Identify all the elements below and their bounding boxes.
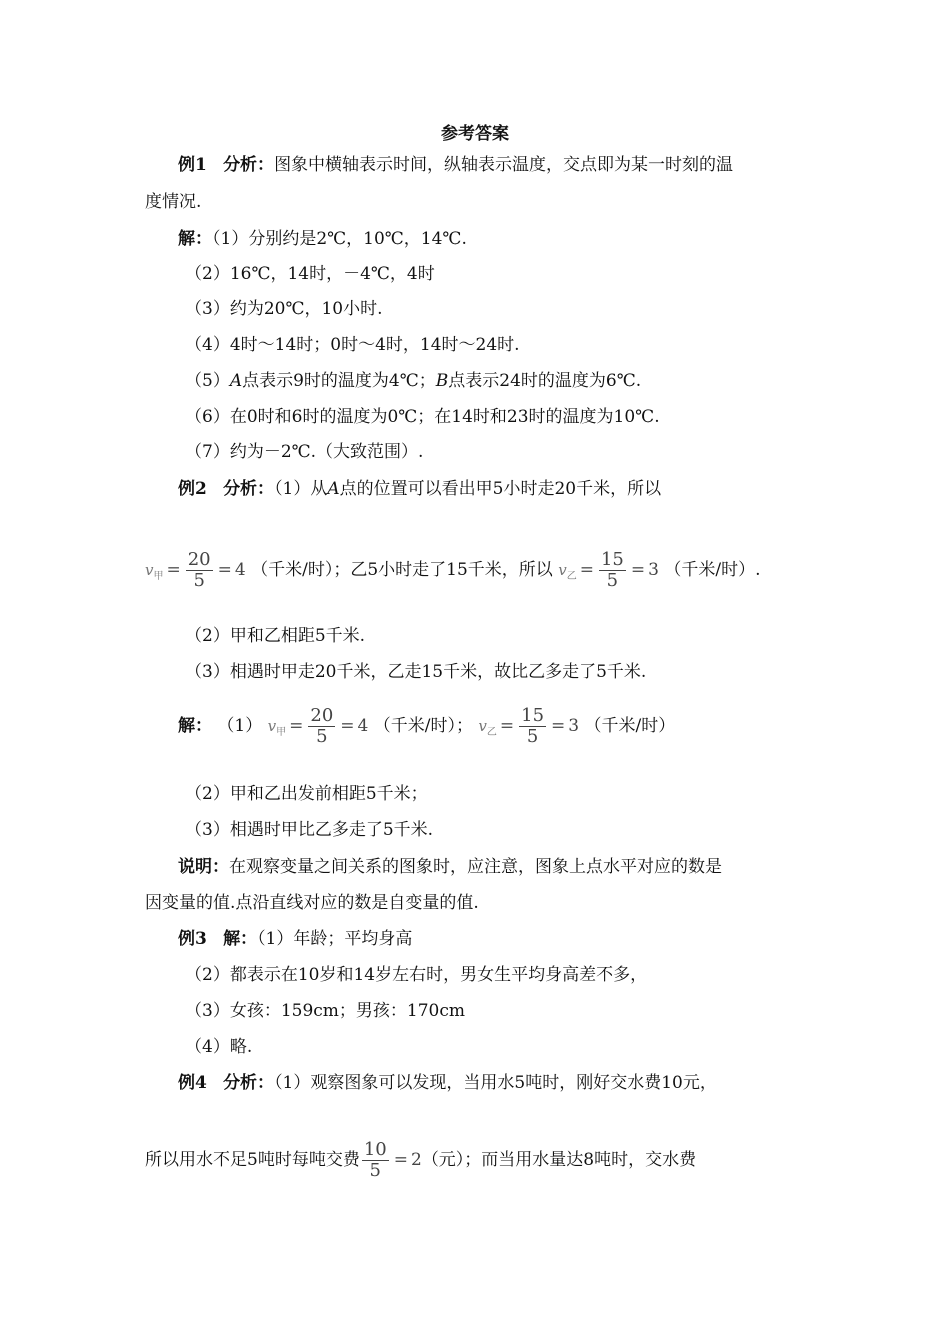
ex3-l2: （2）都表示在10岁和14岁左右时，男女生平均身高差不多，	[185, 965, 648, 985]
ex3-label: 例3	[178, 929, 207, 949]
equals: =	[217, 560, 232, 580]
point-a: A	[229, 371, 243, 391]
equals: =	[630, 560, 646, 580]
ex3-l1: （1）年龄；平均身高	[257, 929, 413, 949]
ex2-solve-line	[178, 706, 675, 747]
ex2-a3: （3）相遇时甲走20千米，乙走15千米，故比乙多走了5千米.	[185, 662, 647, 682]
ex2-a2: （2）甲和乙相距5千米.	[185, 626, 366, 646]
fraction-20-5: $\frac{20}{5}$	[187, 549, 211, 591]
equals: =	[166, 560, 181, 580]
equals: =	[579, 560, 594, 580]
ex4-a2a: 所以用水不足5吨时每吨交费	[145, 1150, 360, 1170]
ex2-s1a: （1）	[217, 716, 263, 736]
equals: =	[289, 716, 304, 736]
v-jia-symbol: $v_甲$	[145, 561, 164, 582]
ex2-s1unit2: （千米/时）	[584, 716, 676, 736]
point-b: B	[435, 371, 449, 391]
ex4-label: 例4	[178, 1073, 207, 1093]
equals: =	[393, 1150, 408, 1170]
ex2-unit2: （千米/时）.	[664, 560, 761, 580]
ex1-solve-label: 解：	[178, 229, 212, 249]
fraction-15-5: $\frac{15}{5}$	[600, 549, 624, 591]
ex3-l4: （4）略.	[185, 1037, 253, 1057]
result-2: 2	[410, 1150, 422, 1170]
ex1-solve-5c: 点表示9时的温度为4℃；	[242, 371, 436, 391]
ex1-solve-2: （2）16℃，14时，－4℃，4时	[185, 264, 435, 284]
fraction-10-5: $\frac{10}{5}$	[363, 1139, 387, 1181]
ex1-analysis-text: 图象中横轴表示时间，纵轴表示温度，交点即为某一时刻的温	[274, 155, 734, 175]
ex3-solve-label: 解：	[223, 929, 258, 949]
ex2-s3: （3）相遇时甲比乙多走了5千米.	[185, 820, 434, 840]
ex1-analysis-label: 分析：	[223, 155, 275, 175]
fraction-15-5: $\frac{15}{5}$	[521, 705, 545, 747]
ex4-a1: （1）观察图象可以发现，当用水5吨时，刚好交水费10元，	[274, 1073, 717, 1093]
v-jia-symbol: $v_甲$	[267, 717, 287, 738]
ex2-a1a: （1）从	[274, 479, 328, 499]
result-3: 3	[648, 560, 659, 580]
ex4-a2b: （元）；而当用水量达8吨时，交水费	[421, 1150, 697, 1170]
v-yi-symbol: $v_乙$	[478, 717, 497, 738]
note-text: 在观察变量之间关系的图象时，应注意，图象上点水平对应的数是	[229, 857, 722, 877]
ex2-a1c: 点的位置可以看出甲5小时走20千米，所以	[339, 479, 662, 499]
ex4-analysis-line	[178, 1072, 717, 1094]
equals: =	[551, 716, 566, 736]
fraction-20-5: $\frac{20}{5}$	[310, 705, 334, 747]
result-4: 4	[234, 560, 246, 580]
ex2-s2: （2）甲和乙出发前相距5千米；	[185, 784, 428, 804]
ex2-unit1: （千米/时）；乙5小时走了15千米，所以	[251, 560, 553, 580]
note-label: 说明：	[178, 857, 229, 877]
ex1-solve-5a: （5）	[185, 371, 230, 391]
ex1-analysis-cont: 度情况.	[145, 192, 202, 212]
ex2-analysis-label: 分析：	[223, 479, 275, 499]
ex1-solve-1: （1）分别约是2℃，10℃，14℃.	[212, 229, 467, 249]
ex2-s1unit1: （千米/时）；	[373, 716, 473, 736]
ex3-line	[178, 928, 412, 950]
note-line	[178, 856, 722, 878]
page-title: 参考答案	[441, 124, 509, 144]
ex1-solve-4: （4）4时～14时；0时～4时，14时～24时.	[185, 335, 520, 355]
ex4-formula-line	[145, 1140, 696, 1181]
equals: =	[340, 716, 355, 736]
note-cont: 因变量的值.点沿直线对应的数是自变量的值.	[145, 893, 479, 913]
ex2-solve-label: 解：	[178, 716, 212, 736]
ex4-analysis-label: 分析：	[223, 1073, 275, 1093]
v-yi-symbol: $v_乙$	[558, 561, 577, 582]
result-4: 4	[357, 716, 369, 736]
ex1-analysis-line	[178, 154, 733, 176]
equals: =	[499, 716, 515, 736]
ex1-solve-3: （3）约为20℃，10小时.	[185, 299, 383, 319]
ex3-l3: （3）女孩：159cm；男孩：170cm	[185, 1001, 465, 1021]
result-3: 3	[568, 716, 580, 736]
ex1-solve-6: （6）在0时和6时的温度为0℃；在14时和23时的温度为10℃.	[185, 407, 660, 427]
ex1-solve-5e: 点表示24时的温度为6℃.	[448, 371, 642, 391]
ex2-analysis-line	[178, 478, 661, 500]
ex1-solve-5	[185, 370, 641, 392]
ex2-label: 例2	[178, 479, 207, 499]
ex1-solve-line	[178, 228, 467, 250]
ex1-solve-7: （7）约为－2℃.（大致范围）.	[185, 442, 424, 462]
ex1-label: 例1	[178, 155, 207, 175]
ex2-speed-formula-line	[145, 550, 760, 591]
ex2-point-a: A	[327, 479, 340, 499]
